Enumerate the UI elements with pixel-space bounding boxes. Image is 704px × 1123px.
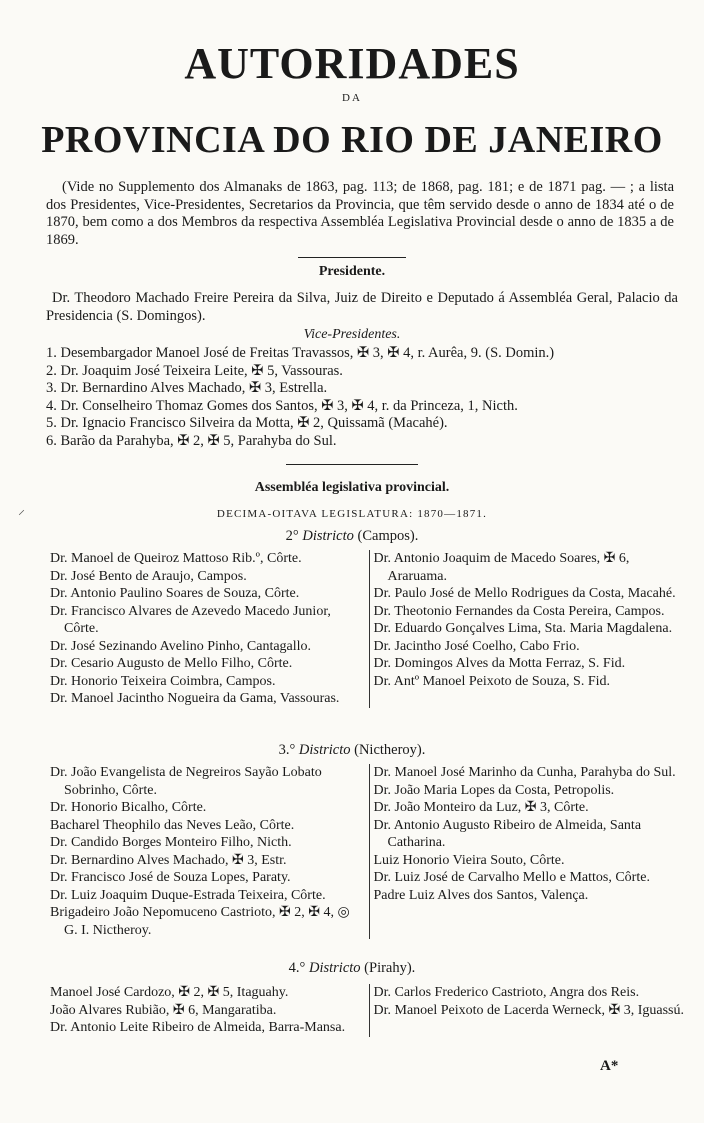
list-item: Luiz Honorio Vieira Souto, Côrte. [373, 852, 565, 868]
list-item: Dr. Honorio Bicalho, Côrte. [50, 800, 207, 815]
list-item: Dr. Jacintho José Coelho, Cabo Frio. [373, 638, 580, 654]
list-item: Brigadeiro João Nepomuceno Castrioto, ✠ 2, ✠ 4, ◎ G. I. Nictheroy. [50, 905, 350, 938]
legislature-label: DECIMA-OITAVA LEGISLATURA: 1870—1871. [216, 508, 488, 520]
district-3-left-column [50, 764, 369, 939]
list-item: 6. Barão da Parahyba, ✠ 2, ✠ 5, Parahyba do Sul. [46, 432, 337, 449]
district-2-right-column [369, 550, 691, 708]
list-item: Dr. Antonio Leite Ribeiro de Almeida, Barra-Mansa. [50, 1020, 346, 1035]
district-4-members [50, 984, 690, 1037]
divider [286, 464, 418, 465]
list-item: Dr. Paulo José de Mello Rodrigues da Costa, Macahé. [373, 586, 676, 601]
list-item: Bacharel Theophilo das Neves Leão, Côrte. [50, 817, 295, 833]
page-subtitle: PROVINCIA DO RIO DE JANEIRO [41, 119, 663, 161]
signature-mark: A* [600, 1058, 619, 1074]
page-title: AUTORIDADES [184, 39, 520, 88]
list-item: Dr. Antonio Joaquim de Macedo Soares, ✠ 6, Araruama. [373, 551, 630, 584]
district-4-left-column [50, 984, 369, 1037]
district-2-left-column [50, 550, 369, 708]
district-2-members [50, 550, 690, 708]
title-connector: DA [342, 92, 362, 104]
president-text: Dr. Theodoro Machado Freire Pereira da Silva, Juiz de Direito e Deputado á Assembléa Geral, Palacio da Presidencia (S. Domingos). [46, 290, 678, 324]
list-item: Dr. Manoel de Queiroz Mattoso Rib.º, Côrte. [50, 551, 302, 566]
list-item: Dr. Bernardino Alves Machado, ✠ 3, Estr. [50, 852, 287, 868]
list-item: Dr. Manoel José Marinho da Cunha, Parahyba do Sul. [373, 765, 676, 780]
list-item: Dr. Manoel Jacintho Nogueira da Gama, Vassouras. [50, 691, 340, 706]
list-item: Dr. João Maria Lopes da Costa, Petropolis. [373, 782, 615, 798]
vice-presidents-heading: Vice-Presidentes. [303, 327, 401, 342]
district-heading-3: 3.° Districto (Nictheroy). [278, 742, 426, 758]
list-item: Dr. Honorio Teixeira Coimbra, Campos. [50, 673, 276, 689]
list-item: 2. Dr. Joaquim José Teixeira Leite, ✠ 5, Vassouras. [46, 362, 343, 379]
list-item: Manoel José Cardozo, ✠ 2, ✠ 5, Itaguahy. [50, 985, 289, 1000]
list-item: Dr. Domingos Alves da Motta Ferraz, S. Fid. [373, 656, 626, 671]
intro-text: (Vide no Supplemento dos Almanaks de 1863, pag. 113; de 1868, pag. 181; e de 1871 pag. — ; a lista dos Presidentes, Vice-Presidentes, Secretarios da Provincia, que têm servido desde o anno de 1834 até o de 1870, bem como a dos Membros da respectiva Assembléa Legislativa Provincial desde o anno de 1835 a de 1869. [46, 179, 674, 248]
intro-paragraph [46, 179, 674, 249]
list-item: Dr. Luiz Joaquim Duque-Estrada Teixeira, Côrte. [50, 887, 326, 903]
list-item: 5. Dr. Ignacio Francisco Silveira da Motta, ✠ 2, Quissamã (Macahé). [46, 415, 448, 432]
list-item: Padre Luiz Alves dos Santos, Valença. [373, 887, 589, 903]
district-3-right-column [369, 764, 691, 939]
list-item: 3. Dr. Bernardino Alves Machado, ✠ 3, Estrella. [46, 380, 328, 397]
list-item: Dr. Francisco Alvares de Azevedo Macedo Junior, Côrte. [50, 603, 331, 636]
president-entry [46, 290, 678, 325]
list-item: Dr. Antonio Paulino Soares de Souza, Côrte. [50, 586, 300, 601]
margin-mark: ⸝ [18, 502, 25, 518]
list-item: Dr. Candido Borges Monteiro Filho, Nicth. [50, 835, 292, 850]
list-item: Dr. José Bento de Araujo, Campos. [50, 568, 247, 584]
list-item: Dr. Luiz José de Carvalho Mello e Mattos, Côrte. [373, 870, 650, 885]
list-item: Dr. Manoel Peixoto de Lacerda Werneck, ✠ 3, Iguassú. [373, 1002, 684, 1018]
district-heading-4: 4.° Districto (Pirahy). [288, 960, 416, 976]
district-4-right-column [369, 984, 691, 1037]
list-item: João Alvares Rubião, ✠ 6, Mangaratiba. [50, 1002, 277, 1018]
list-item: 4. Dr. Conselheiro Thomaz Gomes dos Santos, ✠ 3, ✠ 4, r. da Princeza, 1, Nicth. [46, 397, 518, 414]
vice-presidents-list [46, 345, 686, 451]
list-item: Dr. Carlos Frederico Castrioto, Angra dos Reis. [373, 985, 640, 1000]
divider [298, 257, 406, 258]
list-item: Dr. Antº Manoel Peixoto de Souza, S. Fid. [373, 673, 611, 689]
list-item: 1. Desembargador Manoel José de Freitas Travassos, ✠ 3, ✠ 4, r. Aurêa, 9. (S. Domin.) [46, 345, 555, 361]
assembly-heading: Assembléa legislativa provincial. [254, 480, 450, 495]
list-item: Dr. Antonio Augusto Ribeiro de Almeida, Santa Catharina. [373, 817, 642, 850]
district-3-members [50, 764, 690, 939]
list-item: Dr. Cesario Augusto de Mello Filho, Côrte. [50, 656, 293, 671]
list-item: Dr. Eduardo Gonçalves Lima, Sta. Maria Magdalena. [373, 621, 673, 636]
list-item: Dr. Francisco José de Souza Lopes, Paraty. [50, 870, 291, 885]
district-heading-2: 2° Districto (Campos). [285, 528, 419, 544]
list-item: Dr. João Evangelista de Negreiros Sayão Lobato Sobrinho, Côrte. [50, 765, 322, 798]
list-item: Dr. José Sezinando Avelino Pinho, Cantagallo. [50, 638, 312, 654]
president-heading: Presidente. [318, 264, 386, 279]
list-item: Dr. João Monteiro da Luz, ✠ 3, Côrte. [373, 800, 589, 815]
list-item: Dr. Theotonio Fernandes da Costa Pereira, Campos. [373, 603, 665, 619]
